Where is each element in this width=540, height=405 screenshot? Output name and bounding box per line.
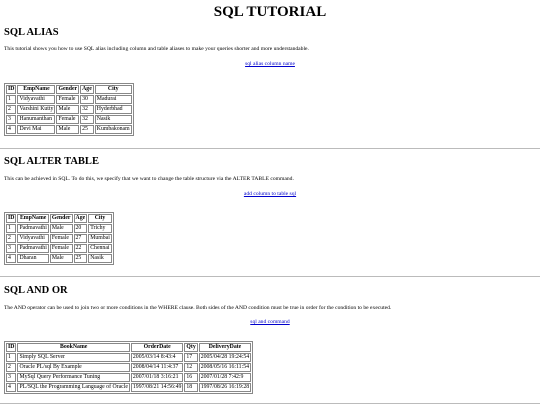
section-heading: SQL ALIAS: [4, 27, 59, 38]
table-cell: Madurai: [95, 95, 132, 104]
table-cell: Male: [56, 105, 79, 114]
table-row: [6, 373, 251, 382]
table-row: [6, 244, 112, 253]
table-cell: 2007/01/28 7:42:9: [199, 373, 251, 382]
column-header: ID: [8, 86, 15, 92]
table-cell: 2008/05/16 16:11:54: [199, 363, 251, 372]
table-cell: 32: [80, 115, 94, 124]
table-cell: 4: [6, 125, 16, 134]
sql-and-command-link[interactable]: sql and command: [250, 319, 290, 325]
table-cell: Male: [50, 224, 73, 233]
table-row: [6, 105, 132, 114]
table-cell: 2: [6, 105, 16, 114]
table-cell: 2: [6, 363, 16, 372]
column-header: Gender: [58, 86, 78, 92]
section-heading: SQL ALTER TABLE: [4, 156, 99, 167]
table-cell: 16: [184, 373, 197, 382]
table-cell: 25: [74, 254, 88, 263]
table-cell: 4: [6, 254, 16, 263]
table-cell: Nasik: [88, 254, 112, 263]
table-row: [6, 95, 132, 104]
section-description: This tutorial shows you how to use SQL alias including column and table aliases to make your queries shorter and more understandable.: [4, 46, 309, 52]
add-column-to-table-sql-link[interactable]: add column to table sql: [243, 191, 297, 197]
section-divider: [0, 276, 540, 277]
table-cell: 2007/01/18 3:16:21: [131, 373, 183, 382]
section-description: The AND operator can be used to join two or more conditions in the WHERE clause. Both sides of the AND condition must be true in order for the condition to be executed.: [4, 305, 392, 311]
table-cell: 22: [74, 244, 88, 253]
section-sql-alias: [4, 27, 536, 137]
table-cell: 1997/08/21 14:56:49: [132, 384, 182, 390]
column-header: BookName: [17, 343, 129, 352]
column-header: Age: [82, 86, 92, 92]
table-cell: 30: [80, 95, 94, 104]
table-cell: Trichy: [88, 224, 112, 233]
table-cell: Female: [56, 115, 79, 124]
table-cell: Hyderbhad: [95, 105, 132, 114]
column-header: Gender: [51, 215, 71, 221]
table-row: [6, 234, 112, 243]
table-cell: Female: [50, 244, 73, 253]
table-cell: Female: [56, 95, 79, 104]
section-divider: [0, 403, 540, 404]
table-cell: Male: [56, 125, 79, 134]
table-row: [6, 383, 251, 392]
table-row: [6, 224, 112, 233]
table-cell: Nasik: [95, 115, 132, 124]
section-description: This can be achieved in SQL. To do this, we specify that we want to change the table structure via the ALTER TABLE command.: [4, 176, 294, 182]
section-divider: [0, 148, 540, 149]
table-cell: Oracle PL/sql By Example: [17, 363, 129, 372]
table-cell: Devi Mai: [17, 125, 55, 134]
table-cell: 17: [184, 353, 197, 362]
table-cell: 1997/08/26 16:19:28: [200, 384, 250, 390]
column-header: City: [88, 214, 112, 223]
table-cell: Varshini Kutty: [19, 106, 54, 112]
column-header: DeliveryDate: [199, 343, 251, 352]
table-row: [6, 115, 132, 124]
table-cell: 12: [184, 363, 197, 372]
table-cell: Simply SQL Server: [17, 353, 129, 362]
employee-table: [4, 212, 114, 265]
table-cell: Padmavathi: [19, 225, 47, 231]
table-cell: 3: [6, 244, 16, 253]
table-cell: 4: [6, 383, 16, 392]
section-sql-alter-table: [4, 156, 536, 268]
table-cell: 2: [6, 234, 16, 243]
table-row: [6, 353, 251, 362]
table-cell: 1: [6, 224, 16, 233]
table-cell: 1: [6, 95, 16, 104]
table-cell: Kumbakonam: [96, 126, 130, 132]
table-cell: 3: [6, 115, 16, 124]
column-header: Age: [75, 215, 86, 221]
column-header: OrderDate: [131, 343, 183, 352]
books-table: [4, 341, 253, 394]
column-header: ID: [8, 215, 15, 221]
section-sql-and-or: [4, 285, 536, 397]
table-cell: Padmavathi: [19, 245, 47, 251]
table-cell: Chennai: [88, 244, 112, 253]
table-row: [6, 125, 132, 134]
table-cell: 20: [74, 224, 88, 233]
table-cell: 27: [74, 234, 88, 243]
section-heading: SQL AND OR: [4, 285, 68, 296]
table-cell: 1: [6, 353, 16, 362]
table-cell: 32: [80, 105, 94, 114]
column-header: EmpName: [17, 214, 48, 223]
table-cell: PL/SQL the Programming Language of Oracle: [19, 384, 128, 390]
table-cell: 2008/04/14 11:4:37: [131, 363, 183, 372]
table-cell: Male: [50, 254, 73, 263]
table-cell: Hanumanthan: [17, 115, 55, 124]
table-cell: Vidyavathi: [17, 95, 55, 104]
column-header: EmpName: [17, 85, 55, 94]
employee-table: [4, 83, 134, 136]
table-cell: Mumbai: [90, 235, 110, 241]
table-row: [6, 254, 112, 263]
column-header: ID: [8, 344, 15, 350]
table-cell: 18: [184, 383, 197, 392]
table-cell: Female: [50, 234, 73, 243]
table-cell: 25: [80, 125, 94, 134]
table-cell: Vidyavathi: [17, 234, 48, 243]
table-cell: 2005/03/14 8:43:4: [131, 353, 183, 362]
table-cell: MySql Query Performance Tuning: [17, 373, 129, 382]
table-cell: 3: [6, 373, 16, 382]
sql-alias-column-name-link[interactable]: sql alias column name: [245, 61, 295, 67]
table-cell: Dharan: [17, 254, 48, 263]
column-header: City: [95, 85, 132, 94]
column-header: Qty: [186, 344, 196, 350]
table-cell: 2005/04/28 19:24:54: [200, 354, 250, 360]
page-title: SQL TUTORIAL: [213, 4, 327, 20]
table-row: [6, 363, 251, 372]
